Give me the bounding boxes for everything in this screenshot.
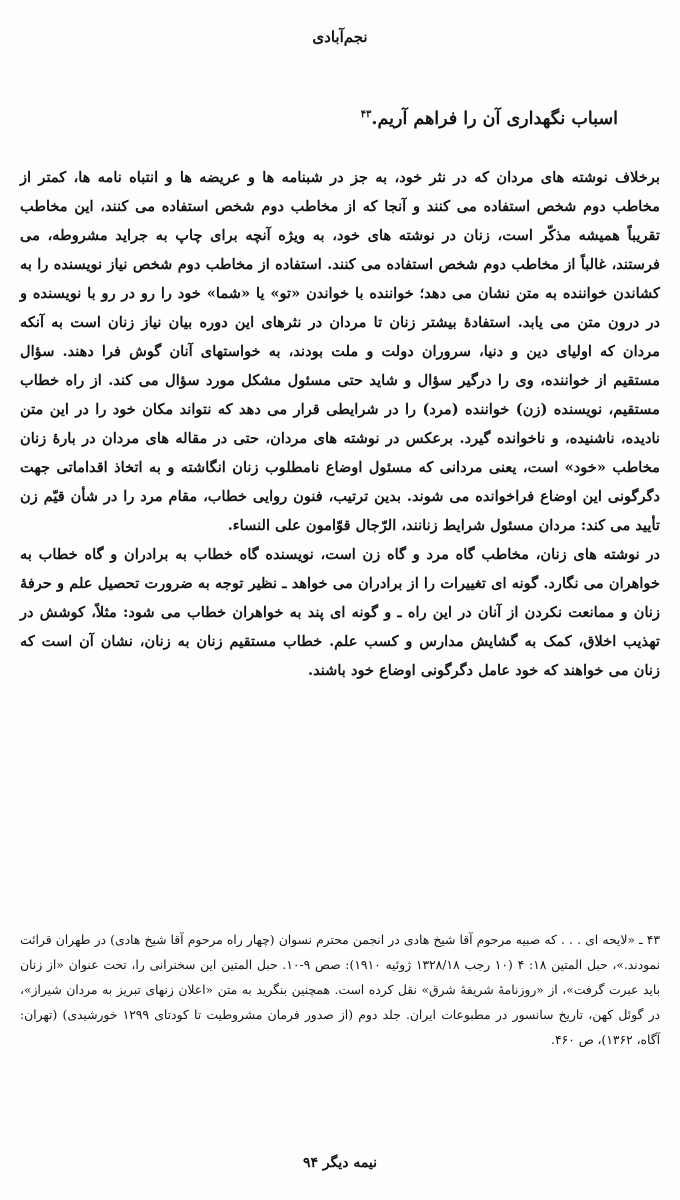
paragraph-1: برخلاف نوشته های مردان که در نثر خود، به جز در شبنامه ها و عریضه ها و انتباه نامه ها، کمتر از مخاطب دوم شخص استفاده می کنند و آنجا که از مخاطب دوم شخص استفاده می کنند، این مخاطب تقریباً همیشه مذکّر است، زنان در نوشته های خود، به ویژه آنچه برای چاپ به جراید مشروطه، می فرستند، غالباً از مخاطب دوم شخص استفاده می کنند. استفاده از مخاطب دوم شخص نیاز نویسنده را به کشاندن خواننده به متن نشان می دهد؛ خواننده با خواندن «تو» یا «شما» خود را رو در رو با نویسنده و در درون متن می یابد. استفادهٔ بیشتر زنان تا مردان در نثرهای این دوره بیان نیاز زنان است به آنکه مردان که اولیای دین و دنیا، سروران دولت و ملت بودند، به خواستهای آنان گوش فرا دهند. سؤال مستقیم از خواننده، وی را درگیر سؤال و شاید حتی مسئول مشکل مورد سؤال می کند. از راه خطاب مستقیم، نویسنده (زن) خواننده (مرد) را در شرایطی قرار می دهد که نتواند مکان خود را در این متن نادیده، ناشنیده، و ناخوانده گیرد. برعکس در نوشته های مردان، حتی در مقاله های مردان در بارهٔ زنان مخاطب «خود» است، یعنی مردانی که مسئول اوضاع نامطلوب زنان انگاشته و به اتخاذ اقداماتی جهت دگرگونی این اوضاع فراخوانده می شوند. بدین ترتیب، فنون روایی خطاب، مقام مرد را در شأن قیّم زن تأیید می کند: مردان مسئول شرایط زنانند، الرّجال قوّامون علی النساء.: [20, 169, 660, 534]
page-footer: نیمه دیگر ۹۴: [302, 1155, 378, 1171]
lead-text: اسباب نگهداری آن را فراهم آریم.: [371, 108, 618, 129]
footnote-43: ۴۳ ـ «لایحه ای . . . که صبیه مرحوم آقا شیخ هادی در انجمن محترم نسوان (چهار راه مرحوم آقا شیخ هادی) در طهران قرائت نمودند.»، حبل المتین ۱۸: ۴ (۱۰ رجب ۱۳۲۸/۱۸ ژوئیه ۱۹۱۰): صص ۹-۱۰. حبل المتین این سخنرانی را، تحت عنوان «از زنان باید عبرت گرفت»، از «روزنامهٔ شریفهٔ شرق» نقل کرده است. همچنین بنگرید به متن «اعلان زنهای تبریز به مردان شیراز»، در گوئل کهن، تاریخ سانسور در مطبوعات ایران. جلد دوم (از صدور فرمان مشروطیت تا کودتای ۱۲۹۹ خورشیدی) (تهران: آگاه، ۱۳۶۲)، ص ۴۶۰.: [20, 933, 660, 1047]
footnotes: [20, 928, 660, 1053]
body-text: [20, 163, 660, 685]
running-head: نجم‌آبادی: [312, 28, 368, 46]
lead-sentence: [60, 102, 618, 132]
footnote-reference: ۴۳: [360, 109, 372, 120]
paragraph-2: در نوشته های زنان، مخاطب گاه مرد و گاه زن است، نویسنده گاه خطاب به برادران و گاه خطاب به خواهران می نگارد. گونه ای تغییرات را از برادران می خواهد ـ نظیر توجه به ضرورت تحصیل علم و حرفهٔ زنان و ممانعت نکردن از آنان در این راه ـ و گونه ای پند به خواهران خطاب می شود: مثلاً، کوشش در تهذیب اخلاق، کمک به گشایش مدارس و کسب علم. خطاب مستقیم زنان به زنان، نشان آن است که زنان می خواهند که خود عامل دگرگونی اوضاع خود باشند.: [20, 546, 660, 679]
